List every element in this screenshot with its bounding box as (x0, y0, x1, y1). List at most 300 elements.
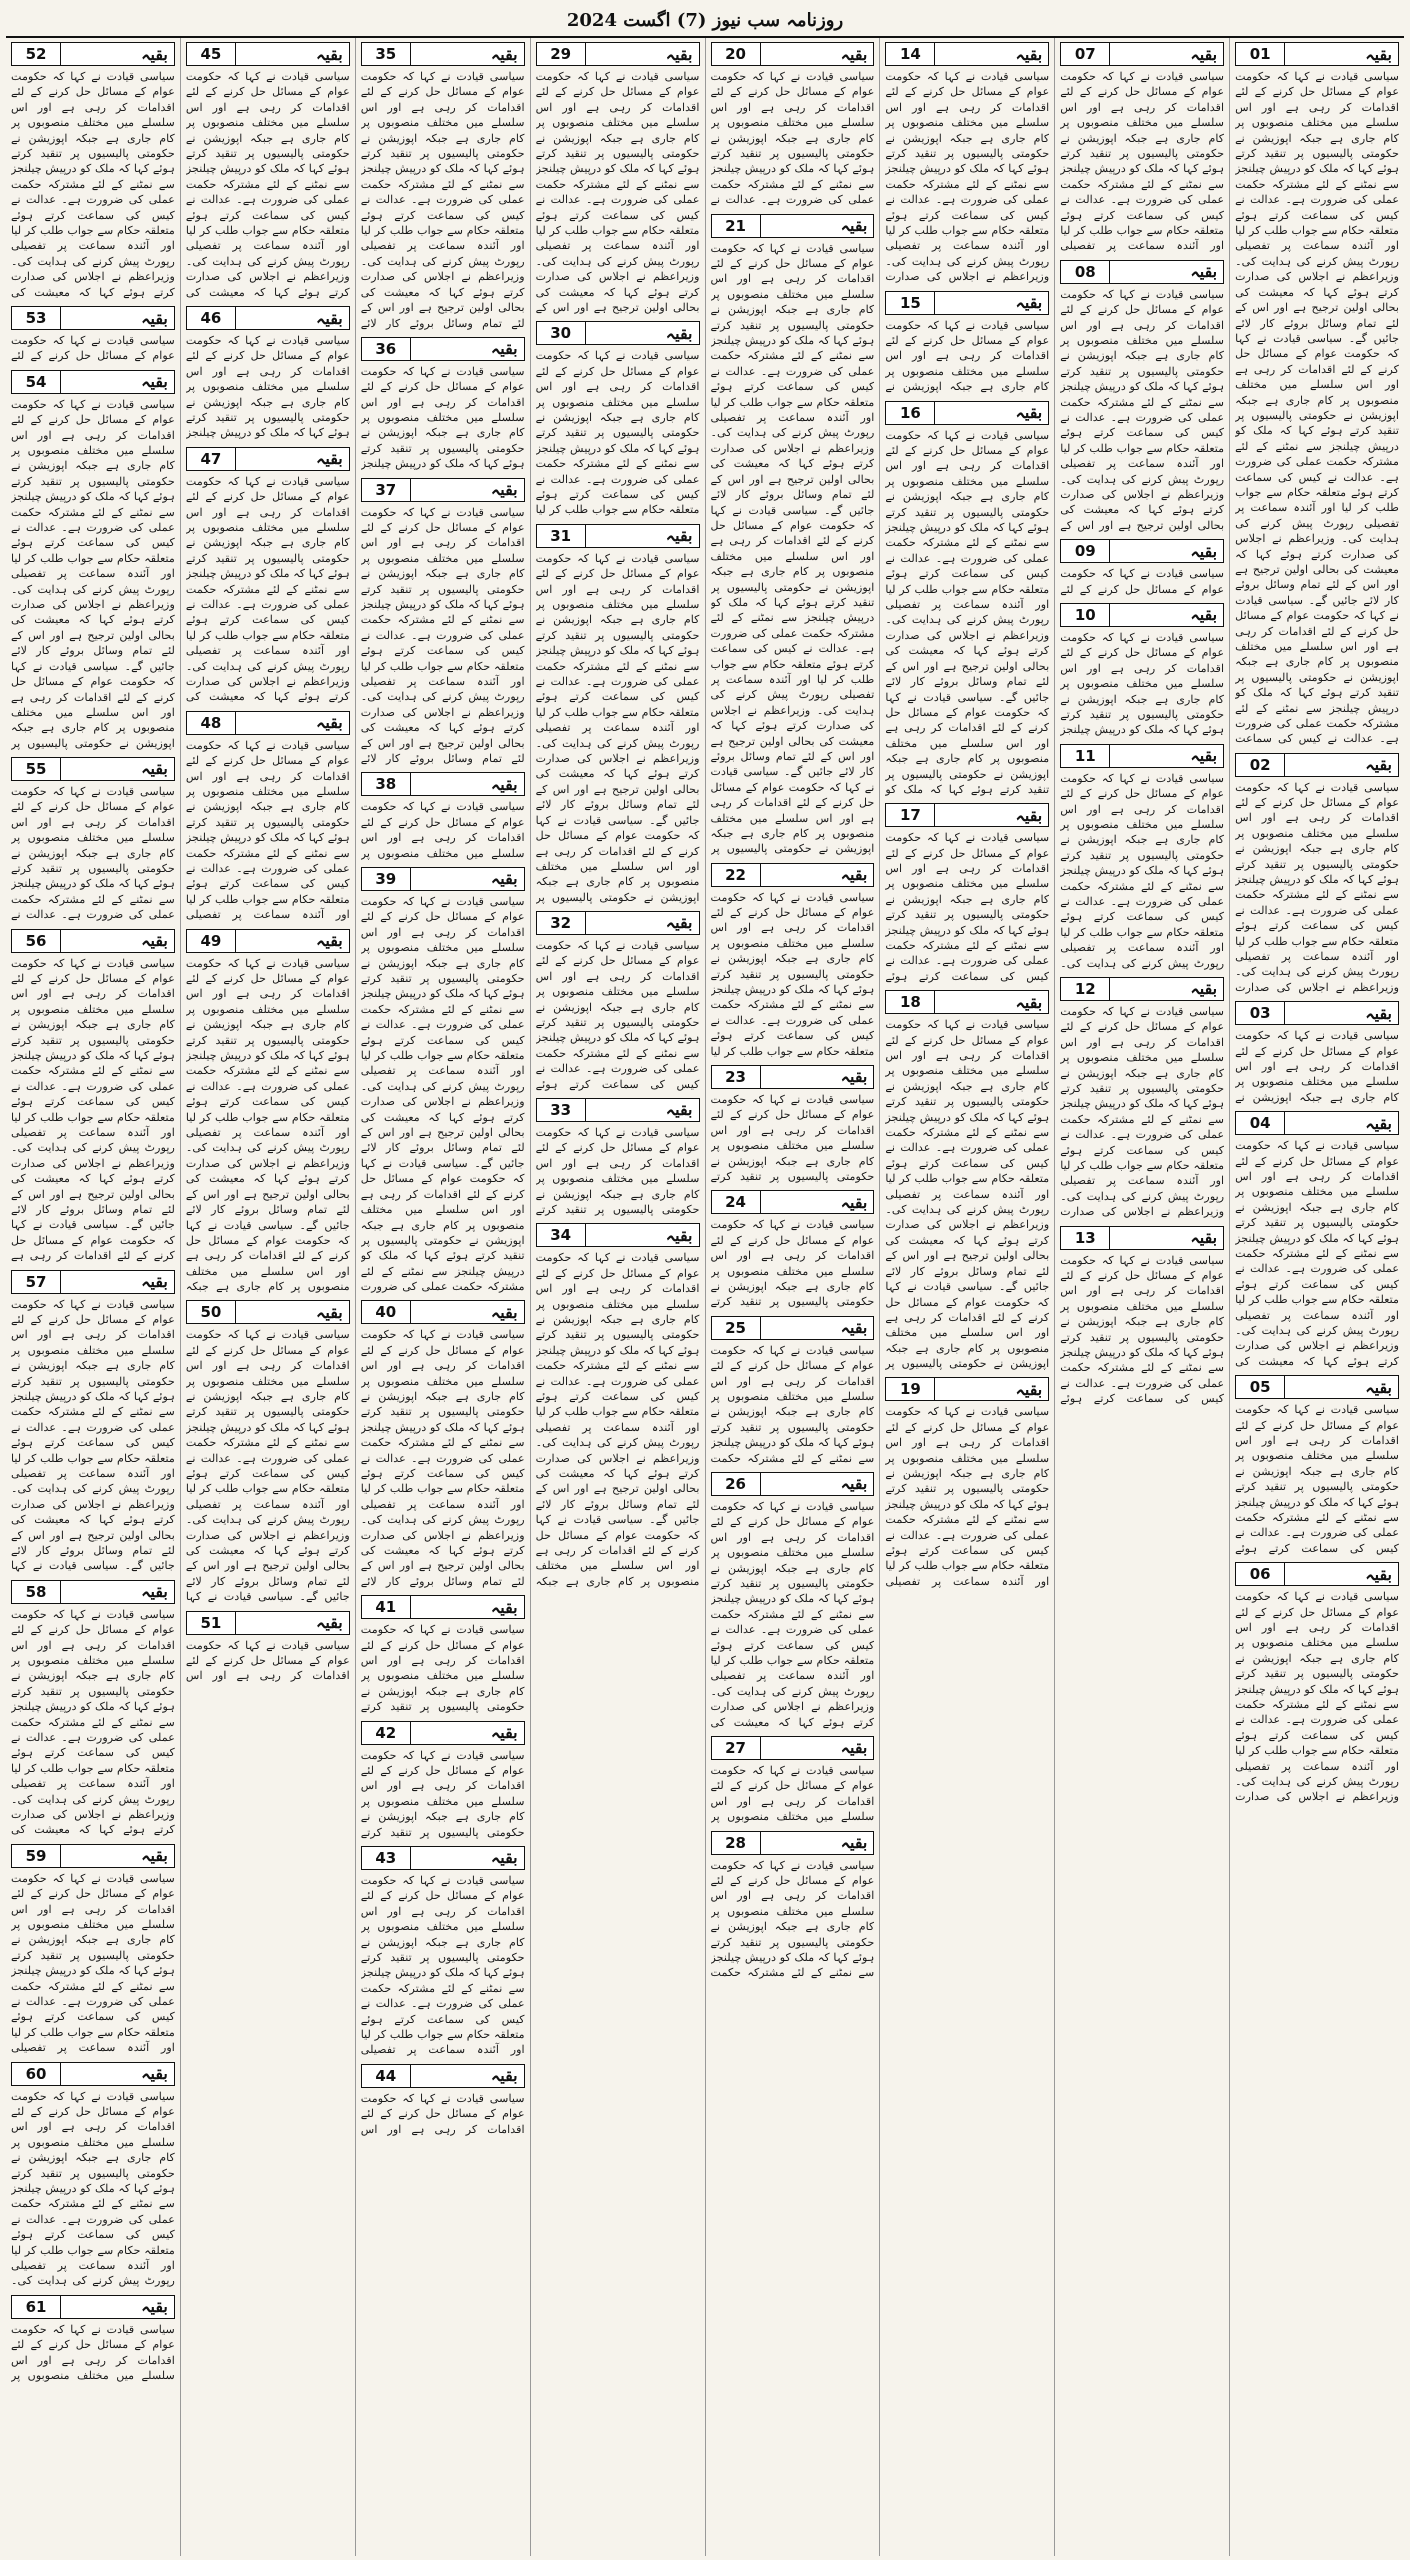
block-header (711, 1065, 875, 1089)
block-header (361, 42, 525, 66)
block-header (536, 911, 700, 935)
block-number: 45 (187, 43, 235, 65)
continuation-block-61 (11, 2295, 175, 2384)
block-label: بقیہ (760, 1473, 874, 1495)
continuation-block-60 (11, 2062, 175, 2289)
block-header (1060, 744, 1224, 768)
block-header (361, 337, 525, 361)
block-body-text: سیاسی قیادت نے کہا کہ حکومت عوام کے مسائل حل کرنے کے لئے اقدامات کر رہی ہے اور اس سلسلے میں مختلف منصوبوں پر کام جاری ہے جبکہ اپوزیشن نے حکومتی پالیسیوں پر تنقید کرتے ہوئے کہا کہ ملک کو درپیش چیلنجز سے نمٹنے کے لئے مشترکہ حکمت (710, 1343, 875, 1465)
block-header (11, 757, 175, 781)
block-label: بقیہ (60, 2296, 174, 2318)
columns-container (6, 38, 1404, 2556)
block-number: 13 (1061, 1227, 1109, 1249)
continuation-block-15 (885, 291, 1049, 395)
column-8 (6, 38, 180, 2556)
continuation-block-35 (361, 42, 525, 331)
continuation-block-37 (361, 478, 525, 767)
block-number: 59 (12, 1845, 60, 1867)
block-number: 19 (886, 1378, 934, 1400)
block-header (186, 447, 350, 471)
continuation-block-54 (11, 370, 175, 751)
block-body-text: سیاسی قیادت نے کہا کہ حکومت عوام کے مسائل حل کرنے کے لئے اقدامات کر رہی ہے اور اس سلسلے میں مختلف منصوبوں پر کام جاری ہے جبکہ اپوزیشن نے حکومتی پالیسیوں پر تنقید کرتے ہوئے کہا کہ ملک کو درپیش چیلنجز سے نمٹنے کے لئے مشترکہ حکمت عملی کی ضرورت ہے۔ عدالت نے کیس کی سماعت کرتے ہوئے متعلقہ حکام سے جواب طلب کر لیا اور آئندہ سماعت پر تفصیلی رپورٹ پیش کرنے کی ہدایت کی۔ وزیراعظم نے اجلاس کی صدارت کرتے ہوئے کہا کہ معیشت کی بحالی اولین ترجیح ہے اور اس کے لئے تمام وسائل بروئے کار لائے (360, 505, 525, 766)
block-number: 17 (886, 804, 934, 826)
block-number: 14 (886, 43, 934, 65)
continuation-block-20 (711, 42, 875, 208)
block-body-text: سیاسی قیادت نے کہا کہ حکومت عوام کے مسائل حل کرنے کے لئے اقدامات کر رہی ہے اور اس سلسلے میں مختلف منصوبوں پر کام جاری ہے جبکہ اپوزیشن نے حکومتی پالیسیوں پر تنقید کرتے (360, 1623, 525, 1714)
block-header (361, 1846, 525, 1870)
block-number: 49 (187, 930, 235, 952)
column-3 (879, 38, 1054, 2556)
block-body-text: سیاسی قیادت نے کہا کہ حکومت عوام کے مسائل حل کرنے کے لئے اقدامات کر رہی ہے اور اس سلسلے میں مختلف منصوبوں پر کام جاری ہے جبکہ اپوزیشن نے حکومتی پالیسیوں پر تنقید کرتے ہوئے کہا کہ ملک کو درپیش چیلنجز سے نمٹنے کے لئے مشترکہ حکمت عملی کی ضرورت ہے۔ عدالت نے کیس کی سماعت کرتے ہوئے متعلقہ حکام سے جواب طلب کر لیا اور آئندہ سماعت پر تفصیلی رپورٹ پیش کرنے کی ہدایت کی۔ وزیراعظم نے اجلاس کی صدارت کرتے ہوئے کہا کہ معیشت کی بحالی اولین ترجیح ہے اور اس کے لئے تمام وسائل بروئے کار لائے جائیں گے۔ سیاسی قیادت نے کہا کہ حکومت عوام کے مسائل حل کرنے کے لئے اقدامات کر رہی ہے اور اس سلسلے میں مختلف منصوبوں پر کام جاری ہے جبکہ اپوزیشن نے حکومتی پالیسیوں پر (11, 397, 175, 750)
block-number: 41 (362, 1596, 410, 1618)
block-number: 29 (537, 43, 585, 65)
continuation-block-49 (186, 929, 350, 1295)
block-body-text: سیاسی قیادت نے کہا کہ حکومت عوام کے مسائل حل کرنے کے لئے اقدامات کر رہی ہے اور اس سلسلے میں مختلف منصوبوں پر کام جاری ہے جبکہ اپوزیشن نے حکومتی پالیسیوں پر تنقید کرتے ہوئے کہا کہ ملک کو درپیش چیلنجز سے نمٹنے کے لئے مشترکہ حکمت عملی کی ضرورت ہے۔ عدالت نے کیس کی سماعت کرتے ہوئے متعلقہ حکام سے جواب طلب کر لیا اور آئندہ سماعت پر تفصیلی رپورٹ پیش کرنے کی ہدایت کی۔ وزیراعظم نے اجلاس کی صدارت (1235, 780, 1399, 994)
block-number: 52 (12, 43, 60, 65)
block-number: 02 (1236, 754, 1284, 776)
block-header (711, 1472, 875, 1496)
block-header (711, 1316, 875, 1340)
block-number: 25 (712, 1317, 760, 1339)
block-number: 58 (12, 1581, 60, 1603)
column-4 (705, 38, 880, 2556)
continuation-block-28 (711, 1831, 875, 1981)
continuation-block-51 (186, 1611, 350, 1684)
block-header (361, 1595, 525, 1619)
block-body-text: سیاسی قیادت نے کہا کہ حکومت عوام کے مسائل حل کرنے کے لئے اقدامات کر رہی ہے اور اس سلسلے میں مختلف منصوبوں پر کام جاری ہے جبکہ اپوزیشن نے حکومتی پالیسیوں پر تنقید کرتے ہوئے کہا کہ ملک کو درپیش چیلنجز سے نمٹنے کے لئے مشترکہ حکمت (710, 1858, 875, 1980)
block-header (11, 2295, 175, 2319)
block-header (711, 1190, 875, 1214)
block-label: بقیہ (585, 525, 699, 547)
block-label: بقیہ (235, 1612, 349, 1634)
block-number: 16 (886, 402, 934, 424)
block-label: بقیہ (1284, 1112, 1398, 1134)
block-header (1235, 1001, 1399, 1025)
continuation-block-14 (885, 42, 1049, 285)
block-number: 60 (12, 2063, 60, 2085)
block-number: 56 (12, 930, 60, 952)
block-header (711, 1736, 875, 1760)
block-label: بقیہ (60, 43, 174, 65)
block-label: بقیہ (60, 2063, 174, 2085)
continuation-block-13 (1060, 1226, 1224, 1407)
continuation-block-07 (1060, 42, 1224, 254)
block-label: بقیہ (235, 448, 349, 470)
block-number: 12 (1061, 978, 1109, 1000)
block-header (1060, 260, 1224, 284)
continuation-block-01 (1235, 42, 1399, 747)
block-body-text: سیاسی قیادت نے کہا کہ حکومت عوام کے مسائل حل کرنے کے لئے اقدامات کر رہی ہے اور اس سلسلے میں مختلف منصوبوں پر کام جاری ہے جبکہ اپوزیشن نے حکومتی پالیسیوں پر تنقید کرتے (360, 1748, 525, 1839)
block-header (11, 306, 175, 330)
continuation-block-58 (11, 1580, 175, 1838)
continuation-block-27 (711, 1736, 875, 1825)
block-header (361, 867, 525, 891)
block-header (361, 1721, 525, 1745)
block-header (186, 929, 350, 953)
continuation-block-24 (711, 1190, 875, 1309)
page-title: روزنامہ سب نیوز (7) اگست 2024 (6, 4, 1404, 38)
block-label: بقیہ (60, 930, 174, 952)
block-body-text: سیاسی قیادت نے کہا کہ حکومت عوام کے مسائل حل کرنے کے لئے اقدامات کر رہی ہے اور اس سلسلے میں مختلف منصوبوں پر کام جاری ہے جبکہ اپوزیشن نے حکومتی پالیسیوں پر تنقید کرتے ہوئے کہا کہ ملک کو درپیش چیلنجز سے نمٹنے کے لئے مشترکہ حکمت عملی کی ضرورت ہے۔ عدالت نے کیس کی سماعت کرتے ہوئے متعلقہ حکام سے جواب طلب کر لیا اور آئندہ سماعت پر تفصیلی رپورٹ پیش کرنے کی ہدایت کی۔ وزیراعظم نے اجلاس کی صدارت کرتے ہوئے کہا کہ معیشت کی (11, 70, 175, 299)
continuation-block-44 (361, 2064, 525, 2137)
continuation-block-19 (885, 1377, 1049, 1589)
block-body-text: سیاسی قیادت نے کہا کہ حکومت عوام کے مسائل حل کرنے کے لئے اقدامات کر رہی ہے اور اس سلسلے میں مختلف منصوبوں پر کام جاری ہے جبکہ اپوزیشن نے حکومتی پالیسیوں پر تنقید کرتے ہوئے کہا کہ ملک کو درپیش چیلنجز سے نمٹنے کے لئے مشترکہ حکمت عملی کی ضرورت ہے۔ عدالت نے کیس کی سماعت کرتے ہوئے (1235, 1403, 1399, 1555)
block-label: بقیہ (760, 215, 874, 237)
block-body-text: سیاسی قیادت نے کہا کہ حکومت عوام کے مسائل حل کرنے کے لئے اقدامات کر رہی ہے اور اس سلسلے میں مختلف منصوبوں پر کام جاری ہے جبکہ اپوزیشن نے حکومتی پالیسیوں پر تنقید کرتے ہوئے کہا کہ ملک کو درپیش چیلنجز سے نمٹنے کے لئے مشترکہ حکمت عملی کی ضرورت ہے۔ عدالت نے کیس کی سماعت کرتے ہوئے متعلقہ حکام سے جواب طلب کر لیا اور آئندہ سماعت پر تفصیلی رپورٹ پیش کرنے کی ہدایت کی۔ وزیراعظم نے اجلاس کی صدارت کرتے ہوئے کہا کہ معیشت کی بحالی اولین ترجیح ہے اور اس کے لئے تمام وسائل بروئے کار لائے (360, 1328, 525, 1588)
continuation-block-59 (11, 1844, 175, 2056)
block-header (361, 478, 525, 502)
block-body-text: سیاسی قیادت نے کہا کہ حکومت عوام کے مسائل حل کرنے کے لئے اقدامات کر رہی ہے اور اس سلسلے میں مختلف منصوبوں پر کام جاری ہے جبکہ اپوزیشن نے حکومتی پالیسیوں پر تنقید کرتے ہوئے کہا کہ ملک کو درپیش چیلنجز سے نمٹنے کے لئے مشترکہ حکمت عملی کی ضرورت ہے۔ عدالت نے کیس کی سماعت کرتے ہوئے متعلقہ حکام سے جواب طلب کر لیا اور آئندہ سماعت پر تفصیلی رپورٹ پیش کرنے کی ہدایت کی۔ وزیراعظم نے اجلاس کی صدارت کرتے ہوئے کہا کہ معیشت کی (185, 70, 350, 299)
block-number: 08 (1061, 261, 1109, 283)
block-label: بقیہ (585, 322, 699, 344)
block-label: بقیہ (760, 1737, 874, 1759)
continuation-block-30 (536, 321, 700, 517)
block-label: بقیہ (934, 1378, 1048, 1400)
block-number: 30 (537, 322, 585, 344)
block-header (536, 321, 700, 345)
block-header (11, 370, 175, 394)
block-body-text: سیاسی قیادت نے کہا کہ حکومت عوام کے مسائل حل کرنے کے لئے اقدامات کر رہی ہے اور اس سلسلے میں مختلف منصوبوں پر کام جاری ہے جبکہ اپوزیشن نے حکومتی پالیسیوں پر تنقید کرتے ہوئے کہا کہ ملک کو درپیش چیلنجز سے نمٹنے کے لئے مشترکہ حکمت عملی کی ضرورت ہے۔ عدالت نے کیس کی سماعت کرتے ہوئے متعلقہ حکام سے جواب طلب کر لیا اور آئندہ سماعت پر تفصیلی رپورٹ پیش کرنے کی ہدایت کی۔ وزیراعظم نے اجلاس کی صدارت کرتے ہوئے کہا کہ معیشت کی بحالی اولین ترجیح ہے اور اس کے لئے تمام وسائل بروئے کار لائے جائیں گے۔ سیاسی قیادت نے کہا (185, 1328, 350, 1604)
block-body-text: سیاسی قیادت نے کہا کہ حکومت عوام کے مسائل حل کرنے کے لئے اقدامات کر رہی ہے اور اس سلسلے میں مختلف منصوبوں پر کام جاری ہے جبکہ اپوزیشن نے حکومتی پالیسیوں پر تنقید کرتے ہوئے کہا کہ ملک کو درپیش چیلنجز سے نمٹنے کے لئے مشترکہ حکمت عملی کی ضرورت ہے۔ عدالت نے کیس کی سماعت کرتے ہوئے متعلقہ حکام سے جواب طلب کر لیا اور آئندہ سماعت پر تفصیلی رپورٹ پیش کرنے کی ہدایت کی۔ وزیراعظم نے اجلاس کی صدارت کرتے ہوئے کہا کہ معیشت کی (710, 1499, 875, 1729)
block-number: 47 (187, 448, 235, 470)
block-label: بقیہ (410, 868, 524, 890)
block-label: بقیہ (60, 758, 174, 780)
block-header (11, 2062, 175, 2086)
block-number: 15 (886, 292, 934, 314)
block-body-text: سیاسی قیادت نے کہا کہ حکومت عوام کے مسائل حل کرنے کے لئے اقدامات کر رہی ہے اور اس سلسلے میں مختلف منصوبوں پر کام جاری ہے جبکہ اپوزیشن نے (885, 318, 1050, 394)
block-number: 21 (712, 215, 760, 237)
continuation-block-41 (361, 1595, 525, 1714)
block-label: بقیہ (60, 1845, 174, 1867)
block-body-text: سیاسی قیادت نے کہا کہ حکومت عوام کے مسائل حل کرنے کے لئے اقدامات کر رہی ہے اور اس سلسلے میں مختلف منصوبوں پر کام جاری ہے جبکہ اپوزیشن نے حکومتی پالیسیوں پر تنقید کرتے ہوئے کہا کہ ملک کو درپیش چیلنجز سے نمٹنے کے لئے مشترکہ حکمت عملی کی ضرورت ہے۔ عدالت نے کیس کی سماعت کرتے ہوئے متعلقہ حکام سے جواب طلب کر لیا اور آئندہ سماعت پر تفصیلی رپورٹ پیش کرنے کی ہدایت کی۔ وزیراعظم نے اجلاس کی صدارت کرتے ہوئے کہا کہ معیشت کی بحالی اولین ترجیح ہے اور اس کے لئے تمام وسائل بروئے کار لائے جائیں گے۔ سیاسی قیادت نے کہا کہ حکومت عوام کے مسائل حل کرنے کے لئے اقدامات کر رہی ہے اور اس سلسلے میں مختلف منصوبوں پر کام جاری ہے جبکہ اپوزیشن نے حکومتی پالیسیوں پر (535, 551, 700, 904)
continuation-block-34 (536, 1223, 700, 1589)
block-label: بقیہ (235, 930, 349, 952)
block-body-text: سیاسی قیادت نے کہا کہ حکومت عوام کے مسائل حل کرنے کے لئے اقدامات کر رہی ہے اور اس سلسلے میں مختلف منصوبوں پر کام جاری ہے جبکہ اپوزیشن نے حکومتی پالیسیوں پر تنقید کرتے ہوئے کہا کہ ملک کو درپیش چیلنجز سے نمٹنے کے لئے مشترکہ حکمت عملی کی ضرورت ہے۔ عدالت نے کیس کی سماعت کرتے ہوئے متعلقہ حکام سے جواب طلب کر لیا اور آئندہ سماعت پر تفصیلی (1060, 70, 1225, 253)
block-number: 57 (12, 1271, 60, 1293)
block-header (536, 1098, 700, 1122)
block-body-text: سیاسی قیادت نے کہا کہ حکومت عوام کے مسائل حل کرنے کے لئے اقدامات کر رہی ہے اور اس سلسلے میں مختلف منصوبوں پر کام جاری ہے جبکہ اپوزیشن نے حکومتی پالیسیوں پر تنقید کرتے ہوئے کہا کہ ملک کو درپیش چیلنجز سے نمٹنے کے لئے مشترکہ حکمت عملی کی ضرورت ہے۔ عدالت نے کیس کی سماعت کرتے ہوئے متعلقہ حکام سے جواب طلب کر لیا اور آئندہ سماعت پر تفصیلی (885, 1405, 1050, 1588)
continuation-block-38 (361, 772, 525, 861)
block-label: بقیہ (410, 1596, 524, 1618)
block-label: بقیہ (1284, 754, 1398, 776)
block-body-text: سیاسی قیادت نے کہا کہ حکومت عوام کے مسائل حل کرنے کے لئے اقدامات کر رہی ہے اور اس سلسلے میں مختلف منصوبوں پر کام جاری ہے جبکہ اپوزیشن نے حکومتی پالیسیوں پر تنقید کرتے ہوئے کہا کہ ملک کو درپیش چیلنجز سے نمٹنے کے لئے مشترکہ حکمت عملی کی ضرورت ہے۔ عدالت نے کیس کی سماعت کرتے ہوئے متعلقہ حکام سے جواب طلب کر لیا اور آئندہ سماعت پر تفصیلی رپورٹ پیش کرنے کی ہدایت کی۔ وزیراعظم نے اجلاس کی صدارت کرتے ہوئے کہا کہ معیشت کی بحالی اولین ترجیح ہے اور اس کے (1060, 287, 1225, 532)
continuation-block-50 (186, 1300, 350, 1604)
block-label: بقیہ (934, 804, 1048, 826)
block-number: 06 (1236, 1563, 1284, 1585)
block-body-text: سیاسی قیادت نے کہا کہ حکومت عوام کے مسائل حل کرنے کے لئے اقدامات کر رہی ہے اور اس سلسلے میں مختلف منصوبوں پر کام جاری ہے جبکہ اپوزیشن نے حکومتی پالیسیوں پر تنقید کرتے ہوئے کہا کہ ملک کو درپیش چیلنجز سے نمٹنے کے لئے مشترکہ حکمت عملی کی ضرورت ہے۔ عدالت نے کیس کی سماعت کرتے ہوئے متعلقہ حکام سے جواب طلب کر لیا اور آئندہ سماعت پر تفصیلی رپورٹ پیش کرنے کی ہدایت کی۔ وزیراعظم نے اجلاس کی صدارت کرتے ہوئے کہا کہ معیشت کی بحالی اولین ترجیح ہے اور اس کے لئے تمام وسائل بروئے کار لائے جائیں گے۔ سیاسی قیادت نے کہا کہ حکومت عوام کے مسائل حل کرنے کے لئے اقدامات کر رہی ہے اور اس سلسلے میں مختلف منصوبوں پر کام جاری ہے جبکہ (535, 1251, 700, 1588)
continuation-block-45 (186, 42, 350, 300)
block-number: 11 (1061, 745, 1109, 767)
block-number: 03 (1236, 1002, 1284, 1024)
continuation-block-05 (1235, 1375, 1399, 1556)
block-header (11, 1580, 175, 1604)
continuation-block-53 (11, 306, 175, 364)
continuation-block-39 (361, 867, 525, 1294)
block-body-text: سیاسی قیادت نے کہا کہ حکومت عوام کے مسائل حل کرنے کے لئے اقدامات کر رہی ہے اور اس سلسلے میں مختلف منصوبوں پر (11, 2322, 175, 2382)
block-number: 18 (886, 991, 934, 1013)
block-label: بقیہ (1284, 1563, 1398, 1585)
column-6 (355, 38, 530, 2556)
block-number: 46 (187, 307, 235, 329)
block-header (536, 42, 700, 66)
column-2 (1054, 38, 1229, 2556)
block-header (1060, 603, 1224, 627)
continuation-block-48 (186, 711, 350, 923)
continuation-block-10 (1060, 603, 1224, 738)
block-header (11, 1270, 175, 1294)
block-header (711, 42, 875, 66)
block-body-text: سیاسی قیادت نے کہا کہ حکومت عوام کے مسائل حل کرنے کے لئے اقدامات کر رہی ہے اور اس سلسلے میں مختلف منصوبوں پر کام جاری ہے جبکہ اپوزیشن نے حکومتی پالیسیوں پر تنقید کرتے ہوئے کہا کہ ملک کو درپیش چیلنجز (360, 364, 525, 471)
continuation-block-25 (711, 1316, 875, 1466)
continuation-block-02 (1235, 753, 1399, 996)
block-number: 36 (362, 338, 410, 360)
block-body-text: سیاسی قیادت نے کہا کہ حکومت عوام کے مسائل حل کرنے کے لئے اقدامات کر رہی ہے اور اس سلسلے میں مختلف منصوبوں پر کام جاری ہے جبکہ اپوزیشن نے حکومتی پالیسیوں پر تنقید کرتے ہوئے کہا کہ ملک کو درپیش چیلنجز سے نمٹنے کے لئے مشترکہ حکمت عملی کی ضرورت ہے۔ عدالت نے (710, 70, 875, 207)
block-label: بقیہ (1109, 745, 1223, 767)
block-label: بقیہ (585, 1224, 699, 1246)
block-body-text: سیاسی قیادت نے کہا کہ حکومت عوام کے مسائل حل کرنے کے لئے اقدامات کر رہی ہے اور اس سلسلے میں مختلف منصوبوں پر کام جاری ہے جبکہ اپوزیشن نے حکومتی پالیسیوں پر تنقید کرتے ہوئے کہا کہ ملک کو درپیش چیلنجز سے نمٹنے کے لئے مشترکہ حکمت عملی کی ضرورت ہے۔ عدالت نے کیس کی سماعت کرتے ہوئے متعلقہ حکام سے جواب طلب کر لیا اور آئندہ سماعت پر تفصیلی رپورٹ پیش کرنے کی ہدایت کی۔ وزیراعظم نے اجلاس کی صدارت کرتے ہوئے کہا کہ معیشت کی بحالی اولین ترجیح ہے اور اس کے لئے تمام وسائل بروئے کار لائے جائیں گے۔ سیاسی قیادت نے کہا کہ حکومت عوام کے مسائل حل کرنے کے لئے اقدامات کر رہی ہے (11, 956, 175, 1263)
block-number: 26 (712, 1473, 760, 1495)
block-number: 22 (712, 864, 760, 886)
block-body-text: سیاسی قیادت نے کہا کہ حکومت عوام کے مسائل حل کرنے کے لئے اقدامات کر رہی ہے اور اس سلسلے میں مختلف منصوبوں پر کام جاری ہے جبکہ اپوزیشن نے حکومتی پالیسیوں پر تنقید کرتے ہوئے کہا کہ ملک کو درپیش چیلنجز سے نمٹنے کے لئے مشترکہ حکمت عملی کی ضرورت ہے۔ عدالت نے کیس کی سماعت کرتے ہوئے متعلقہ حکام سے جواب طلب کر لیا اور آئندہ سماعت پر تفصیلی رپورٹ پیش کرنے کی ہدایت کی۔ وزیراعظم نے اجلاس کی صدارت کرتے ہوئے کہا کہ معیشت کی بحالی اولین ترجیح ہے اور اس کے لئے تمام وسائل بروئے کار لائے جائیں گے۔ سیاسی قیادت نے کہا کہ حکومت عوام کے مسائل حل کرنے کے لئے اقدامات کر رہی ہے اور اس سلسلے میں مختلف منصوبوں پر کام جاری ہے جبکہ اپوزیشن نے حکومتی پالیسیوں پر تنقید کرتے ہوئے کہا کہ ملک کو درپیش چیلنجز سے نمٹنے کے لئے مشترکہ حکمت عملی کی ضرورت (360, 894, 525, 1294)
block-label: بقیہ (235, 712, 349, 734)
block-body-text: سیاسی قیادت نے کہا کہ حکومت عوام کے مسائل حل کرنے کے لئے اقدامات کر رہی ہے اور اس سلسلے میں مختلف منصوبوں پر کام جاری ہے جبکہ اپوزیشن نے حکومتی پالیسیوں پر تنقید کرتے (710, 1218, 875, 1309)
continuation-block-33 (536, 1098, 700, 1217)
block-header (1235, 1375, 1399, 1399)
block-body-text: سیاسی قیادت نے کہا کہ حکومت عوام کے مسائل حل کرنے کے لئے اقدامات کر رہی ہے اور اس سلسلے میں مختلف منصوبوں پر کام جاری ہے جبکہ اپوزیشن نے حکومتی پالیسیوں پر تنقید کرتے ہوئے کہا کہ ملک کو درپیش چیلنجز سے نمٹنے کے لئے مشترکہ حکمت عملی کی ضرورت ہے۔ عدالت نے کیس کی سماعت کرتے ہوئے متعلقہ حکام سے جواب طلب کر لیا اور آئندہ سماعت پر تفصیلی رپورٹ پیش کرنے کی ہدایت کی۔ (11, 2089, 175, 2288)
block-body-text: سیاسی قیادت نے کہا کہ حکومت عوام کے مسائل حل کرنے کے لئے اقدامات کر رہی ہے اور اس سلسلے میں مختلف منصوبوں پر کام جاری ہے جبکہ اپوزیشن نے حکومتی پالیسیوں پر تنقید کرتے ہوئے کہا کہ ملک کو درپیش چیلنجز سے نمٹنے کے لئے مشترکہ حکمت عملی کی ضرورت ہے۔ عدالت نے کیس کی سماعت کرتے ہوئے متعلقہ حکام سے جواب طلب کر لیا اور آئندہ سماعت پر تفصیلی رپورٹ پیش کرنے کی ہدایت کی۔ (1060, 771, 1225, 970)
block-body-text: سیاسی قیادت نے کہا کہ حکومت عوام کے مسائل حل کرنے کے لئے اقدامات کر رہی ہے اور اس سلسلے میں مختلف منصوبوں پر کام جاری ہے جبکہ اپوزیشن نے حکومتی پالیسیوں پر تنقید کرتے ہوئے کہا کہ ملک کو درپیش چیلنجز سے نمٹنے کے لئے مشترکہ حکمت عملی کی ضرورت ہے۔ عدالت نے کیس کی سماعت کرتے ہوئے متعلقہ حکام سے جواب طلب کر لیا اور آئندہ سماعت پر تفصیلی رپورٹ پیش کرنے کی ہدایت کی۔ وزیراعظم نے اجلاس کی صدارت کرتے ہوئے کہا کہ معیشت کی (1235, 1139, 1399, 1368)
block-label: بقیہ (410, 773, 524, 795)
block-number: 61 (12, 2296, 60, 2318)
block-body-text: سیاسی قیادت نے کہا کہ حکومت عوام کے مسائل حل کرنے کے لئے اقدامات کر رہی ہے اور اس سلسلے میں مختلف منصوبوں پر کام جاری ہے جبکہ اپوزیشن نے حکومتی پالیسیوں پر تنقید کرتے ہوئے کہا کہ ملک کو درپیش چیلنجز سے نمٹنے کے لئے مشترکہ حکمت عملی کی ضرورت ہے۔ عدالت نے کیس کی سماعت کرتے ہوئے متعلقہ حکام سے جواب طلب کر لیا اور آئندہ سماعت پر تفصیلی رپورٹ پیش کرنے کی ہدایت کی۔ وزیراعظم نے اجلاس کی صدارت کرتے ہوئے کہا کہ معیشت کی بحالی اولین ترجیح ہے اور اس کے لئے تمام وسائل بروئے کار لائے جائیں گے۔ سیاسی قیادت نے کہا کہ حکومت عوام کے مسائل حل کرنے کے لئے اقدامات کر رہی ہے اور اس سلسلے میں مختلف منصوبوں پر کام جاری ہے جبکہ (185, 956, 350, 1294)
continuation-block-52 (11, 42, 175, 300)
continuation-block-31 (536, 524, 700, 905)
block-body-text: سیاسی قیادت نے کہا کہ حکومت عوام کے مسائل حل کرنے کے لئے اقدامات کر رہی ہے اور اس سلسلے میں مختلف منصوبوں پر کام جاری ہے جبکہ اپوزیشن نے حکومتی پالیسیوں پر تنقید کرتے ہوئے کہا کہ ملک کو درپیش چیلنجز سے نمٹنے کے لئے مشترکہ حکمت عملی کی ضرورت ہے۔ عدالت نے کیس کی سماعت کرتے ہوئے متعلقہ حکام سے جواب طلب کر لیا اور آئندہ سماعت پر تفصیلی رپورٹ پیش کرنے کی ہدایت کی۔ وزیراعظم نے اجلاس کی صدارت کرتے ہوئے کہا کہ معیشت کی (11, 1607, 175, 1837)
block-number: 37 (362, 479, 410, 501)
block-label: بقیہ (760, 1832, 874, 1854)
block-number: 31 (537, 525, 585, 547)
block-number: 44 (362, 2065, 410, 2087)
block-number: 01 (1236, 43, 1284, 65)
block-number: 50 (187, 1301, 235, 1323)
block-header (361, 2064, 525, 2088)
block-body-text: سیاسی قیادت نے کہا کہ حکومت عوام کے مسائل حل کرنے کے لئے اقدامات کر رہی ہے اور اس سلسلے میں مختلف منصوبوں پر کام جاری ہے جبکہ اپوزیشن نے حکومتی پالیسیوں پر تنقید کرتے ہوئے کہا کہ ملک کو درپیش چیلنجز سے نمٹنے کے لئے مشترکہ حکمت عملی کی ضرورت ہے۔ عدالت نے کیس کی سماعت کرتے ہوئے متعلقہ حکام سے جواب طلب کر لیا (535, 349, 700, 517)
block-number: 07 (1061, 43, 1109, 65)
block-header (11, 42, 175, 66)
block-number: 23 (712, 1066, 760, 1088)
block-header (361, 1300, 525, 1324)
block-label: بقیہ (410, 1722, 524, 1744)
block-body-text: سیاسی قیادت نے کہا کہ حکومت عوام کے مسائل حل کرنے کے لئے (11, 334, 175, 363)
block-label: بقیہ (235, 1301, 349, 1323)
block-body-text: سیاسی قیادت نے کہا کہ حکومت عوام کے مسائل حل کرنے کے لئے اقدامات کر رہی ہے اور اس سلسلے میں مختلف منصوبوں پر کام جاری ہے جبکہ اپوزیشن نے حکومتی پالیسیوں پر تنقید کرتے ہوئے کہا کہ ملک کو درپیش چیلنجز سے نمٹنے کے لئے مشترکہ حکمت عملی کی ضرورت ہے۔ عدالت نے کیس کی سماعت کرتے ہوئے (535, 938, 700, 1091)
block-body-text: سیاسی قیادت نے کہا کہ حکومت عوام کے مسائل حل کرنے کے لئے اقدامات کر رہی ہے اور اس سلسلے میں مختلف منصوبوں پر کام جاری ہے جبکہ اپوزیشن نے حکومتی پالیسیوں پر تنقید کرتے ہوئے کہا کہ ملک کو درپیش چیلنجز سے نمٹنے کے لئے مشترکہ حکمت عملی کی ضرورت ہے۔ عدالت نے کیس کی سماعت کرتے ہوئے متعلقہ حکام سے جواب طلب کر لیا اور آئندہ سماعت پر تفصیلی (11, 1871, 175, 2055)
block-body-text: سیاسی قیادت نے کہا کہ حکومت عوام کے مسائل حل کرنے کے لئے اقدامات کر رہی ہے اور اس (185, 1638, 350, 1683)
block-label: بقیہ (1109, 43, 1223, 65)
block-body-text: سیاسی قیادت نے کہا کہ حکومت عوام کے مسائل حل کرنے کے لئے اقدامات کر رہی ہے اور اس سلسلے میں مختلف منصوبوں پر کام جاری ہے جبکہ اپوزیشن نے حکومتی پالیسیوں پر تنقید کرتے ہوئے کہا کہ ملک کو درپیش چیلنجز (185, 334, 350, 440)
block-number: 42 (362, 1722, 410, 1744)
block-body-text: سیاسی قیادت نے کہا کہ حکومت عوام کے مسائل حل کرنے کے لئے اقدامات کر رہی ہے اور اس سلسلے میں مختلف منصوبوں پر کام جاری ہے جبکہ اپوزیشن نے حکومتی پالیسیوں پر تنقید کرتے ہوئے کہا کہ ملک کو درپیش چیلنجز سے نمٹنے کے لئے مشترکہ حکمت عملی کی ضرورت ہے۔ عدالت نے (11, 784, 175, 922)
block-body-text: سیاسی قیادت نے کہا کہ حکومت عوام کے مسائل حل کرنے کے لئے اقدامات کر رہی ہے اور اس سلسلے میں مختلف منصوبوں پر (710, 1763, 875, 1824)
block-number: 53 (12, 307, 60, 329)
block-header (885, 401, 1049, 425)
block-body-text: سیاسی قیادت نے کہا کہ حکومت عوام کے مسائل حل کرنے کے لئے اقدامات کر رہی ہے اور اس سلسلے میں مختلف منصوبوں پر کام جاری ہے جبکہ اپوزیشن نے حکومتی پالیسیوں پر تنقید کرتے ہوئے کہا کہ ملک کو درپیش چیلنجز سے نمٹنے کے لئے مشترکہ حکمت عملی کی ضرورت ہے۔ عدالت نے کیس کی سماعت کرتے ہوئے متعلقہ حکام سے جواب طلب کر لیا اور آئندہ سماعت پر تفصیلی رپورٹ پیش کرنے کی ہدایت کی۔ وزیراعظم نے اجلاس کی صدارت کرتے ہوئے کہا کہ معیشت کی بحالی اولین ترجیح ہے اور اس کے (535, 70, 700, 315)
block-label: بقیہ (1109, 978, 1223, 1000)
continuation-block-26 (711, 1472, 875, 1730)
block-body-text: سیاسی قیادت نے کہا کہ حکومت عوام کے مسائل حل کرنے کے لئے اقدامات کر رہی ہے اور اس سلسلے میں مختلف منصوبوں پر کام جاری ہے جبکہ اپوزیشن نے حکومتی پالیسیوں پر تنقید کرتے ہوئے کہا کہ ملک کو درپیش چیلنجز سے نمٹنے کے لئے مشترکہ حکمت عملی کی ضرورت ہے۔ عدالت نے کیس کی سماعت کرتے ہوئے متعلقہ حکام سے جواب طلب کر لیا اور آئندہ سماعت پر تفصیلی رپورٹ پیش کرنے کی ہدایت کی۔ وزیراعظم نے اجلاس کی صدارت (1060, 1004, 1225, 1219)
block-header (186, 42, 350, 66)
continuation-block-11 (1060, 744, 1224, 971)
block-number: 33 (537, 1099, 585, 1121)
continuation-block-22 (711, 863, 875, 1059)
block-body-text: سیاسی قیادت نے کہا کہ حکومت عوام کے مسائل حل کرنے کے لئے اقدامات کر رہی ہے اور اس سلسلے میں مختلف منصوبوں پر کام جاری ہے جبکہ اپوزیشن نے حکومتی پالیسیوں پر تنقید کرتے ہوئے کہا کہ ملک کو درپیش چیلنجز سے نمٹنے کے لئے مشترکہ حکمت عملی کی ضرورت ہے۔ عدالت نے کیس کی سماعت کرتے ہوئے متعلقہ حکام سے جواب طلب کر لیا اور آئندہ سماعت پر تفصیلی رپورٹ پیش کرنے کی ہدایت کی۔ وزیراعظم نے اجلاس کی صدارت کرتے ہوئے کہا کہ معیشت کی بحالی اولین ترجیح ہے اور اس کے لئے تمام وسائل بروئے کار لائے جائیں گے۔ سیاسی قیادت نے کہا (11, 1297, 175, 1573)
continuation-block-21 (711, 214, 875, 857)
block-label: بقیہ (1109, 261, 1223, 283)
block-body-text: سیاسی قیادت نے کہا کہ حکومت عوام کے مسائل حل کرنے کے لئے اقدامات کر رہی ہے اور اس سلسلے میں مختلف منصوبوں پر کام جاری ہے جبکہ اپوزیشن نے حکومتی پالیسیوں پر تنقید کرتے (535, 1125, 700, 1216)
block-header (11, 1844, 175, 1868)
block-label: بقیہ (585, 1099, 699, 1121)
block-body-text: سیاسی قیادت نے کہا کہ حکومت عوام کے مسائل حل کرنے کے لئے اقدامات کر رہی ہے اور اس سلسلے میں مختلف منصوبوں پر کام جاری ہے جبکہ اپوزیشن نے حکومتی پالیسیوں پر تنقید کرتے ہوئے کہا کہ ملک کو درپیش چیلنجز سے نمٹنے کے لئے مشترکہ حکمت عملی کی ضرورت ہے۔ عدالت نے کیس کی سماعت کرتے ہوئے متعلقہ حکام سے جواب طلب کر لیا اور آئندہ سماعت پر تفصیلی رپورٹ پیش کرنے کی ہدایت کی۔ وزیراعظم نے اجلاس کی صدارت کرتے ہوئے کہا کہ معیشت کی بحالی اولین ترجیح ہے اور اس کے لئے تمام وسائل بروئے کار لائے (360, 70, 525, 330)
block-body-text: سیاسی قیادت نے کہا کہ حکومت عوام کے مسائل حل کرنے کے لئے اقدامات کر رہی ہے اور اس (360, 2091, 525, 2136)
block-body-text: سیاسی قیادت نے کہا کہ حکومت عوام کے مسائل حل کرنے کے لئے اقدامات کر رہی ہے اور اس سلسلے میں مختلف منصوبوں پر (360, 800, 525, 860)
block-label: بقیہ (60, 307, 174, 329)
block-header (885, 803, 1049, 827)
block-label: بقیہ (235, 43, 349, 65)
block-number: 35 (362, 43, 410, 65)
block-header (186, 711, 350, 735)
block-label: بقیہ (60, 1581, 174, 1603)
block-label: بقیہ (410, 1847, 524, 1869)
continuation-block-43 (361, 1846, 525, 2058)
block-number: 55 (12, 758, 60, 780)
block-body-text: سیاسی قیادت نے کہا کہ حکومت عوام کے مسائل حل کرنے کے لئے اقدامات کر رہی ہے اور اس سلسلے میں مختلف منصوبوں پر کام جاری ہے جبکہ اپوزیشن نے حکومتی پالیسیوں پر تنقید کرتے ہوئے کہا کہ ملک کو درپیش چیلنجز سے نمٹنے کے لئے مشترکہ حکمت عملی کی ضرورت ہے۔ عدالت نے کیس کی سماعت کرتے ہوئے متعلقہ حکام سے جواب طلب کر لیا اور آئندہ سماعت پر تفصیلی رپورٹ پیش کرنے کی ہدایت کی۔ وزیراعظم نے اجلاس کی صدارت کرتے ہوئے کہا کہ معیشت کی بحالی اولین ترجیح ہے اور اس کے لئے تمام وسائل بروئے کار لائے جائیں گے۔ سیاسی قیادت نے کہا کہ حکومت عوام کے مسائل حل کرنے کے لئے اقدامات کر رہی ہے اور اس سلسلے میں مختلف منصوبوں پر کام جاری ہے جبکہ اپوزیشن نے حکومتی پالیسیوں پر تنقید کرتے ہوئے کہا کہ ملک کو (885, 428, 1050, 796)
block-label: بقیہ (1109, 540, 1223, 562)
block-header (885, 291, 1049, 315)
column-5 (530, 38, 705, 2556)
continuation-block-04 (1235, 1111, 1399, 1369)
block-header (1060, 539, 1224, 563)
block-label: بقیہ (585, 912, 699, 934)
block-header (1235, 1562, 1399, 1586)
column-1 (1229, 38, 1404, 2556)
block-number: 24 (712, 1191, 760, 1213)
block-body-text: سیاسی قیادت نے کہا کہ حکومت عوام کے مسائل حل کرنے کے لئے اقدامات کر رہی ہے اور اس سلسلے میں مختلف منصوبوں پر کام جاری ہے جبکہ اپوزیشن نے حکومتی پالیسیوں پر تنقید کرتے ہوئے کہا کہ ملک کو درپیش چیلنجز سے نمٹنے کے لئے مشترکہ حکمت عملی کی ضرورت ہے۔ عدالت نے کیس کی سماعت کرتے ہوئے (885, 831, 1050, 983)
block-body-text: سیاسی قیادت نے کہا کہ حکومت عوام کے مسائل حل کرنے کے لئے (1060, 567, 1225, 596)
block-body-text: سیاسی قیادت نے کہا کہ حکومت عوام کے مسائل حل کرنے کے لئے اقدامات کر رہی ہے اور اس سلسلے میں مختلف منصوبوں پر کام جاری ہے جبکہ اپوزیشن نے حکومتی پالیسیوں پر تنقید کرتے ہوئے کہا کہ ملک کو درپیش چیلنجز سے نمٹنے کے لئے مشترکہ حکمت عملی کی ضرورت ہے۔ عدالت نے کیس کی سماعت کرتے ہوئے متعلقہ حکام سے جواب طلب کر لیا اور آئندہ سماعت پر تفصیلی (185, 738, 350, 922)
block-number: 43 (362, 1847, 410, 1869)
block-label: بقیہ (1109, 1227, 1223, 1249)
block-body-text: سیاسی قیادت نے کہا کہ حکومت عوام کے مسائل حل کرنے کے لئے اقدامات کر رہی ہے اور اس سلسلے میں مختلف منصوبوں پر کام جاری ہے جبکہ اپوزیشن نے حکومتی پالیسیوں پر تنقید کرتے ہوئے کہا کہ ملک کو درپیش چیلنجز سے نمٹنے کے لئے مشترکہ حکمت عملی کی ضرورت ہے۔ عدالت نے کیس کی سماعت کرتے ہوئے متعلقہ حکام سے جواب طلب کر لیا اور آئندہ سماعت پر تفصیلی رپورٹ پیش کرنے کی ہدایت کی۔ وزیراعظم نے اجلاس کی صدارت کرتے ہوئے کہا کہ معیشت کی بحالی اولین ترجیح ہے اور اس کے لئے تمام وسائل بروئے کار لائے جائیں گے۔ سیاسی قیادت نے کہا کہ حکومت عوام کے مسائل حل کرنے کے لئے اقدامات کر رہی ہے اور اس سلسلے میں مختلف منصوبوں پر کام جاری ہے جبکہ اپوزیشن نے حکومتی پالیسیوں پر تنقید کرتے ہوئے کہا کہ ملک کو درپیش چیلنجز سے نمٹنے کے لئے مشترکہ حکمت عملی کی ضرورت ہے۔ عدالت نے کیس کی سماعت کرتے ہوئے متعلقہ حکام سے جواب طلب کر لیا اور آئندہ سماعت پر تفصیلی رپورٹ پیش کرنے کی ہدایت کی۔ وزیراعظم نے اجلاس کی صدارت کرتے ہوئے کہا کہ معیشت کی بحالی اولین ترجیح ہے اور اس کے لئے تمام وسائل بروئے کار لائے جائیں گے۔ سیاسی قیادت نے کہا کہ حکومت عوام کے مسائل حل کرنے کے لئے اقدامات کر رہی ہے اور اس سلسلے میں مختلف منصوبوں پر کام جاری ہے جبکہ اپوزیشن نے حکومتی پالیسیوں پر (710, 241, 875, 856)
column-7 (180, 38, 355, 2556)
continuation-block-17 (885, 803, 1049, 984)
continuation-block-09 (1060, 539, 1224, 597)
continuation-block-55 (11, 757, 175, 923)
block-header (1060, 42, 1224, 66)
block-label: بقیہ (410, 2065, 524, 2087)
block-label: بقیہ (60, 1271, 174, 1293)
block-number: 51 (187, 1612, 235, 1634)
block-number: 32 (537, 912, 585, 934)
block-number: 40 (362, 1301, 410, 1323)
block-number: 48 (187, 712, 235, 734)
block-label: بقیہ (410, 1301, 524, 1323)
block-label: بقیہ (934, 402, 1048, 424)
block-body-text: سیاسی قیادت نے کہا کہ حکومت عوام کے مسائل حل کرنے کے لئے اقدامات کر رہی ہے اور اس سلسلے میں مختلف منصوبوں پر کام جاری ہے جبکہ اپوزیشن نے حکومتی پالیسیوں پر تنقید کرتے ہوئے کہا کہ ملک کو درپیش چیلنجز سے نمٹنے کے لئے مشترکہ حکمت عملی کی ضرورت ہے۔ عدالت نے کیس کی سماعت کرتے ہوئے متعلقہ حکام سے جواب طلب کر لیا اور آئندہ سماعت پر تفصیلی رپورٹ پیش کرنے کی ہدایت کی۔ وزیراعظم نے اجلاس کی صدارت کرتے ہوئے کہا کہ معیشت کی بحالی اولین ترجیح ہے اور اس کے لئے تمام وسائل بروئے کار لائے جائیں گے۔ سیاسی قیادت نے کہا کہ حکومت عوام کے مسائل حل کرنے کے لئے اقدامات کر رہی ہے اور اس سلسلے میں مختلف منصوبوں پر کام جاری ہے جبکہ اپوزیشن نے حکومتی پالیسیوں پر (885, 1018, 1050, 1371)
block-header (1235, 1111, 1399, 1135)
continuation-block-47 (186, 447, 350, 705)
block-header (536, 524, 700, 548)
block-label: بقیہ (1284, 1376, 1398, 1398)
block-body-text: سیاسی قیادت نے کہا کہ حکومت عوام کے مسائل حل کرنے کے لئے اقدامات کر رہی ہے اور اس سلسلے میں مختلف منصوبوں پر کام جاری ہے جبکہ اپوزیشن نے حکومتی پالیسیوں پر تنقید کرتے ہوئے کہا کہ ملک کو درپیش چیلنجز سے نمٹنے کے لئے مشترکہ حکمت عملی کی ضرورت ہے۔ عدالت نے کیس کی سماعت کرتے ہوئے متعلقہ حکام سے جواب طلب کر لیا اور آئندہ سماعت پر تفصیلی رپورٹ پیش کرنے کی ہدایت کی۔ وزیراعظم نے اجلاس کی صدارت کرتے ہوئے کہا کہ معیشت کی (185, 474, 350, 704)
continuation-block-12 (1060, 977, 1224, 1220)
continuation-block-36 (361, 337, 525, 472)
block-label: بقیہ (760, 1317, 874, 1339)
block-number: 34 (537, 1224, 585, 1246)
continuation-block-08 (1060, 260, 1224, 533)
block-label: بقیہ (934, 292, 1048, 314)
block-header (186, 1611, 350, 1635)
block-label: بقیہ (235, 307, 349, 329)
block-label: بقیہ (410, 43, 524, 65)
block-header (885, 990, 1049, 1014)
continuation-block-32 (536, 911, 700, 1092)
block-number: 39 (362, 868, 410, 890)
block-label: بقیہ (760, 43, 874, 65)
block-label: بقیہ (585, 43, 699, 65)
block-header (711, 1831, 875, 1855)
block-header (885, 1377, 1049, 1401)
block-header (536, 1223, 700, 1247)
continuation-block-42 (361, 1721, 525, 1840)
continuation-block-16 (885, 401, 1049, 798)
continuation-block-29 (536, 42, 700, 315)
block-number: 05 (1236, 1376, 1284, 1398)
block-label: بقیہ (934, 43, 1048, 65)
block-number: 28 (712, 1832, 760, 1854)
block-label: بقیہ (410, 338, 524, 360)
block-body-text: سیاسی قیادت نے کہا کہ حکومت عوام کے مسائل حل کرنے کے لئے اقدامات کر رہی ہے اور اس سلسلے میں مختلف منصوبوں پر کام جاری ہے جبکہ اپوزیشن نے حکومتی پالیسیوں پر تنقید کرتے ہوئے کہا کہ ملک کو درپیش چیلنجز سے نمٹنے کے لئے مشترکہ حکمت عملی کی ضرورت ہے۔ عدالت نے کیس کی سماعت کرتے ہوئے (1060, 1253, 1225, 1406)
block-number: 04 (1236, 1112, 1284, 1134)
block-body-text: سیاسی قیادت نے کہا کہ حکومت عوام کے مسائل حل کرنے کے لئے اقدامات کر رہی ہے اور اس سلسلے میں مختلف منصوبوں پر کام جاری ہے جبکہ اپوزیشن نے حکومتی پالیسیوں پر تنقید کرتے ہوئے کہا کہ ملک کو درپیش چیلنجز سے نمٹنے کے لئے مشترکہ حکمت عملی کی ضرورت ہے۔ عدالت نے کیس کی سماعت کرتے ہوئے متعلقہ حکام سے جواب طلب کر لیا اور آئندہ سماعت پر تفصیلی رپورٹ پیش کرنے کی ہدایت کی۔ وزیراعظم نے اجلاس کی صدارت کرتے ہوئے کہا کہ معیشت کی بحالی اولین ترجیح ہے اور اس کے لئے تمام وسائل بروئے کار لائے جائیں گے۔ سیاسی قیادت نے کہا کہ حکومت عوام کے مسائل حل کرنے کے لئے اقدامات کر رہی ہے اور اس سلسلے میں مختلف منصوبوں پر کام جاری ہے جبکہ اپوزیشن نے حکومتی پالیسیوں پر تنقید کرتے ہوئے کہا کہ ملک کو درپیش چیلنجز سے نمٹنے کے لئے مشترکہ حکمت عملی کی ضرورت ہے۔ عدالت نے کیس کی سماعت کرتے ہوئے متعلقہ حکام سے جواب طلب کر لیا اور آئندہ سماعت پر تفصیلی رپورٹ پیش کرنے کی ہدایت کی۔ وزیراعظم نے اجلاس کی صدارت کرتے ہوئے کہا کہ معیشت کی بحالی اولین ترجیح ہے اور اس کے لئے تمام وسائل بروئے کار لائے جائیں گے۔ سیاسی قیادت نے کہا کہ حکومت عوام کے مسائل حل کرنے کے لئے اقدامات کر رہی ہے اور اس سلسلے میں مختلف منصوبوں پر کام جاری ہے جبکہ اپوزیشن نے حکومتی پالیسیوں پر تنقید کرتے ہوئے کہا کہ ملک کو درپیش چیلنجز سے نمٹنے کے لئے مشترکہ حکمت عملی کی ضرورت ہے۔ عدالت نے کیس کی سماعت (1235, 70, 1399, 746)
continuation-block-03 (1235, 1001, 1399, 1105)
block-header (711, 863, 875, 887)
block-body-text: سیاسی قیادت نے کہا کہ حکومت عوام کے مسائل حل کرنے کے لئے اقدامات کر رہی ہے اور اس سلسلے میں مختلف منصوبوں پر کام جاری ہے جبکہ اپوزیشن نے حکومتی پالیسیوں پر تنقید کرتے (710, 1092, 875, 1184)
block-label: بقیہ (760, 864, 874, 886)
block-number: 20 (712, 43, 760, 65)
block-label: بقیہ (60, 371, 174, 393)
block-label: بقیہ (1284, 1002, 1398, 1024)
block-number: 38 (362, 773, 410, 795)
block-label: بقیہ (1109, 604, 1223, 626)
block-header (361, 772, 525, 796)
block-number: 27 (712, 1737, 760, 1759)
block-header (186, 1300, 350, 1324)
continuation-block-06 (1235, 1562, 1399, 1805)
continuation-block-46 (186, 306, 350, 441)
block-header (885, 42, 1049, 66)
block-body-text: سیاسی قیادت نے کہا کہ حکومت عوام کے مسائل حل کرنے کے لئے اقدامات کر رہی ہے اور اس سلسلے میں مختلف منصوبوں پر کام جاری ہے جبکہ اپوزیشن نے حکومتی پالیسیوں پر تنقید کرتے ہوئے کہا کہ ملک کو درپیش چیلنجز سے نمٹنے کے لئے مشترکہ حکمت عملی کی ضرورت ہے۔ عدالت نے کیس کی سماعت کرتے ہوئے متعلقہ حکام سے جواب طلب کر لیا اور آئندہ سماعت پر تفصیلی رپورٹ پیش کرنے کی ہدایت کی۔ وزیراعظم نے اجلاس کی صدارت (1235, 1590, 1399, 1804)
block-body-text: سیاسی قیادت نے کہا کہ حکومت عوام کے مسائل حل کرنے کے لئے اقدامات کر رہی ہے اور اس سلسلے میں مختلف منصوبوں پر کام جاری ہے جبکہ اپوزیشن نے حکومتی پالیسیوں پر تنقید کرتے ہوئے کہا کہ ملک کو درپیش چیلنجز سے نمٹنے کے لئے مشترکہ حکمت عملی کی ضرورت ہے۔ عدالت نے کیس کی سماعت کرتے ہوئے متعلقہ حکام سے جواب طلب کر لیا اور آئندہ سماعت پر تفصیلی (360, 1873, 525, 2057)
block-header (711, 214, 875, 238)
block-header (186, 306, 350, 330)
block-header (1060, 1226, 1224, 1250)
block-body-text: سیاسی قیادت نے کہا کہ حکومت عوام کے مسائل حل کرنے کے لئے اقدامات کر رہی ہے اور اس سلسلے میں مختلف منصوبوں پر کام جاری ہے جبکہ اپوزیشن نے (1235, 1029, 1399, 1104)
block-label: بقیہ (1284, 43, 1398, 65)
continuation-block-56 (11, 929, 175, 1264)
block-header (1235, 753, 1399, 777)
continuation-block-18 (885, 990, 1049, 1371)
block-body-text: سیاسی قیادت نے کہا کہ حکومت عوام کے مسائل حل کرنے کے لئے اقدامات کر رہی ہے اور اس سلسلے میں مختلف منصوبوں پر کام جاری ہے جبکہ اپوزیشن نے حکومتی پالیسیوں پر تنقید کرتے ہوئے کہا کہ ملک کو درپیش چیلنجز سے نمٹنے کے لئے مشترکہ حکمت عملی کی ضرورت ہے۔ عدالت نے کیس کی سماعت کرتے ہوئے متعلقہ حکام سے جواب طلب کر لیا (710, 890, 875, 1058)
